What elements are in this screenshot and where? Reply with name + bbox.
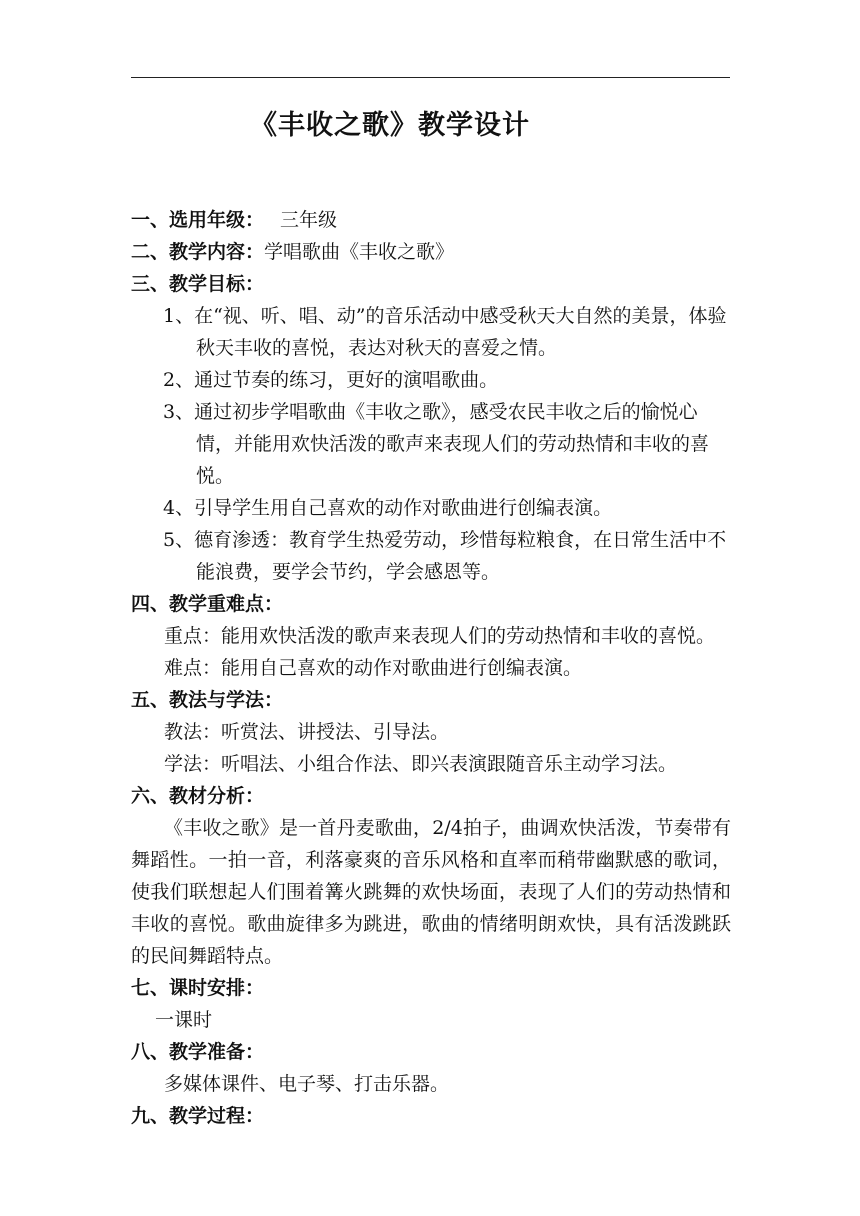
header-rule	[131, 77, 730, 78]
section-keypoints-heading: 四、教学重难点：	[131, 593, 284, 615]
section-methods-heading: 五、教法与学法：	[131, 689, 284, 711]
section-analysis-heading: 六、教材分析：	[131, 785, 265, 807]
section-grade	[131, 204, 731, 236]
goal-item-4: 4、引导学生用自己喜欢的动作对歌曲进行创编表演。	[163, 497, 613, 519]
goal-item-3: 3、通过初步学唱歌曲《丰收之歌》，感受农民丰收之后的愉悦心情，并能用欢快活泼的歌声来表现人们的劳动热情和丰收的喜悦。	[163, 401, 710, 487]
section-content	[131, 236, 731, 268]
section-grade-value: 三年级	[280, 209, 338, 231]
section-preparation-heading: 八、教学准备：	[131, 1041, 265, 1063]
document-title: 《丰收之歌》教学设计	[250, 110, 530, 141]
preparation-text: 多媒体课件、电子琴、打击乐器。	[164, 1073, 450, 1095]
goal-item-1: 1、在“视、听、唱、动”的音乐活动中感受秋天大自然的美景，体验秋天丰收的喜悦，表达对秋天的喜爱之情。	[163, 305, 727, 359]
section-grade-heading: 一、选用年级：	[131, 209, 265, 231]
section-schedule-heading: 七、课时安排：	[131, 977, 265, 999]
section-content-heading: 二、教学内容：	[131, 241, 265, 263]
section-process-heading: 九、教学过程：	[131, 1105, 265, 1127]
schedule-text: 一课时	[155, 1009, 213, 1031]
method-teaching: 教法：听赏法、讲授法、引导法。	[164, 721, 450, 743]
analysis-paragraph: 《丰收之歌》是一首丹麦歌曲，2/4拍子，曲调欢快活泼，节奏带有舞蹈性。一拍一音，利落豪爽的音乐风格和直率而稍带幽默感的歌词，使我们联想起人们围着篝火跳舞的欢快场面，表现了人们的劳动热情和丰收的喜悦。歌曲旋律多为跳进，歌曲的情绪明朗欢快，具有活泼跳跃的民间舞蹈特点。	[131, 817, 731, 967]
goal-item-2: 2、通过节奏的练习，更好的演唱歌曲。	[163, 369, 499, 391]
section-goals-heading: 三、教学目标：	[131, 273, 265, 295]
section-content-value: 学唱歌曲《丰收之歌》	[264, 241, 455, 263]
keypoint-key: 重点：能用欢快活泼的歌声来表现人们的劳动热情和丰收的喜悦。	[164, 625, 716, 647]
method-learning: 学法：听唱法、小组合作法、即兴表演跟随音乐主动学习法。	[164, 753, 678, 775]
keypoint-difficulty: 难点：能用自己喜欢的动作对歌曲进行创编表演。	[164, 657, 583, 679]
document-body	[131, 204, 731, 1132]
goal-item-5: 5、德育渗透：教育学生热爱劳动，珍惜每粒粮食，在日常生活中不能浪费，要学会节约，学会感恩等。	[163, 529, 727, 583]
